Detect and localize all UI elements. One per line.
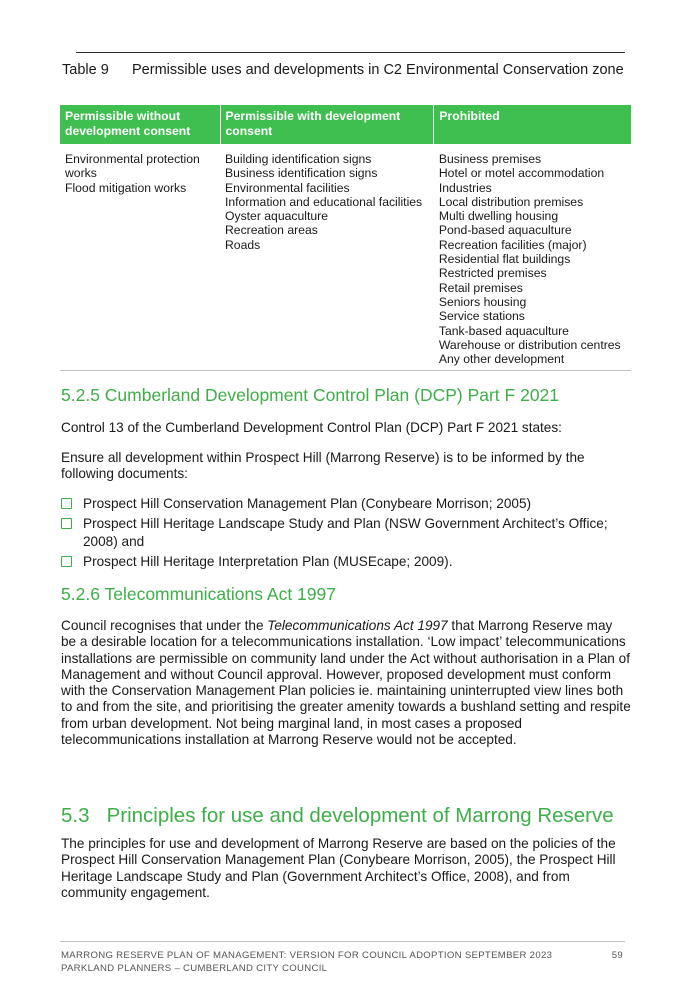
list-item: Environmental facilities bbox=[225, 180, 350, 195]
permissible-uses-table bbox=[60, 105, 631, 371]
checkbox-bullet-icon bbox=[61, 518, 72, 529]
list-item bbox=[61, 495, 631, 513]
list-item: Information and educational facilities bbox=[225, 194, 423, 209]
cell-without-consent bbox=[60, 144, 220, 371]
page-footer bbox=[61, 950, 626, 975]
cell-with-consent bbox=[220, 144, 434, 371]
section-53-heading bbox=[61, 804, 614, 828]
list-item: Any other development bbox=[438, 352, 565, 367]
list-item: Pond-based aquaculture bbox=[438, 223, 572, 238]
checkbox-bullet-icon bbox=[61, 556, 72, 567]
table-title: Permissible uses and developments in C2 Environmental Conservation zone bbox=[132, 62, 624, 78]
list-item: Business identification signs bbox=[225, 166, 378, 181]
list-item: Multi dwelling housing bbox=[438, 209, 559, 224]
list-item: Restricted premises bbox=[438, 266, 547, 281]
list-item: Roads bbox=[225, 237, 261, 252]
list-item: Environmental protection works bbox=[65, 152, 200, 181]
bullet-text: Prospect Hill Conservation Management Plan (Conybeare Morrison; 2005) bbox=[83, 496, 532, 511]
list-item: Retail premises bbox=[438, 280, 523, 295]
table-caption bbox=[62, 61, 632, 79]
list-item bbox=[61, 553, 631, 571]
footer-line-1: MARRONG RESERVE PLAN OF MANAGEMENT: VERSION FOR COUNCIL ADOPTION SEPTEMBER 2023 bbox=[61, 950, 553, 961]
documents-list bbox=[61, 495, 631, 573]
table-header-row bbox=[60, 105, 631, 144]
cell-prohibited bbox=[434, 144, 631, 371]
list-item: Business premises bbox=[438, 152, 542, 166]
table-number: Table 9 bbox=[62, 62, 109, 78]
text-after: that Marrong Reserve may be a desirable location for a telecommunications installation. ‘Low impact’ telecommunications installations are permissible on community land under the Act without authorisation in a Plan of Management and without Council approval. However, proposed development must conform with the Conservation Management Plan policies ie. maintaining uninterrupted view lines both to and from the site, and prioritising the greater amenity towards a bushland setting and respite from urban development. Not being marginal land, in most cases a proposed telecommunications installation at Marrong Reserve would not be accepted. bbox=[61, 618, 631, 748]
list-item: Seniors housing bbox=[438, 294, 527, 309]
list-item: Recreation areas bbox=[225, 223, 318, 238]
list-item bbox=[61, 515, 631, 551]
list-item: Local distribution premises bbox=[438, 194, 584, 209]
section-526-text bbox=[61, 618, 631, 748]
header-without-consent: Permissible without development consent bbox=[60, 105, 220, 144]
section-53-title: Principles for use and development of Marrong Reserve bbox=[106, 804, 614, 827]
list-item: Hotel or motel accommodation bbox=[438, 166, 605, 181]
page-number: 59 bbox=[611, 950, 623, 961]
top-rule bbox=[76, 52, 625, 53]
section-525-heading: 5.2.5 Cumberland Development Control Plan (DCP) Part F 2021 bbox=[61, 385, 560, 405]
section-53-text: The principles for use and development of Marrong Reserve are based on the policies of the Prospect Hill Conservation Management Plan (Conybeare Morrison, 2005), the Prospect Hill Heritage Landscape Study and Plan (Government Architect’s Office, 2008), and from community engagement. bbox=[61, 836, 616, 900]
list-item: Building identification signs bbox=[225, 152, 372, 166]
bullet-text: Prospect Hill Heritage Interpretation Plan (MUSEcape; 2009). bbox=[83, 554, 453, 569]
list-item: Residential flat buildings bbox=[438, 252, 571, 267]
list-item: Flood mitigation works bbox=[65, 180, 187, 195]
footer-rule bbox=[60, 941, 625, 942]
list-item: Oyster aquaculture bbox=[225, 209, 328, 224]
list-item: Tank-based aquaculture bbox=[438, 323, 569, 338]
list-item: Warehouse or distribution centres bbox=[438, 337, 621, 352]
act-name: Telecommunications Act 1997 bbox=[267, 618, 448, 633]
list-item: Service stations bbox=[438, 309, 525, 324]
section-525-intro: Control 13 of the Cumberland Development Control Plan (DCP) Part F 2021 states: bbox=[61, 420, 562, 435]
text-before: Council recognises that under the bbox=[61, 618, 268, 633]
footer-line-2: PARKLAND PLANNERS – CUMBERLAND CITY COUNCIL bbox=[61, 962, 328, 974]
section-526-heading: 5.2.6 Telecommunications Act 1997 bbox=[61, 584, 336, 604]
bullet-text: Prospect Hill Heritage Landscape Study and Plan (NSW Government Architect’s Office; 2008) and bbox=[83, 516, 608, 549]
header-prohibited: Prohibited bbox=[434, 105, 631, 144]
section-525-text: Ensure all development within Prospect Hill (Marrong Reserve) is to be informed by the following documents: bbox=[61, 450, 585, 482]
header-with-consent: Permissible with development consent bbox=[220, 105, 434, 144]
checkbox-bullet-icon bbox=[61, 498, 72, 509]
section-53-number: 5.3 bbox=[61, 804, 90, 827]
list-item: Recreation facilities (major) bbox=[438, 237, 587, 252]
list-item: Industries bbox=[438, 180, 492, 195]
table-row bbox=[60, 144, 631, 371]
